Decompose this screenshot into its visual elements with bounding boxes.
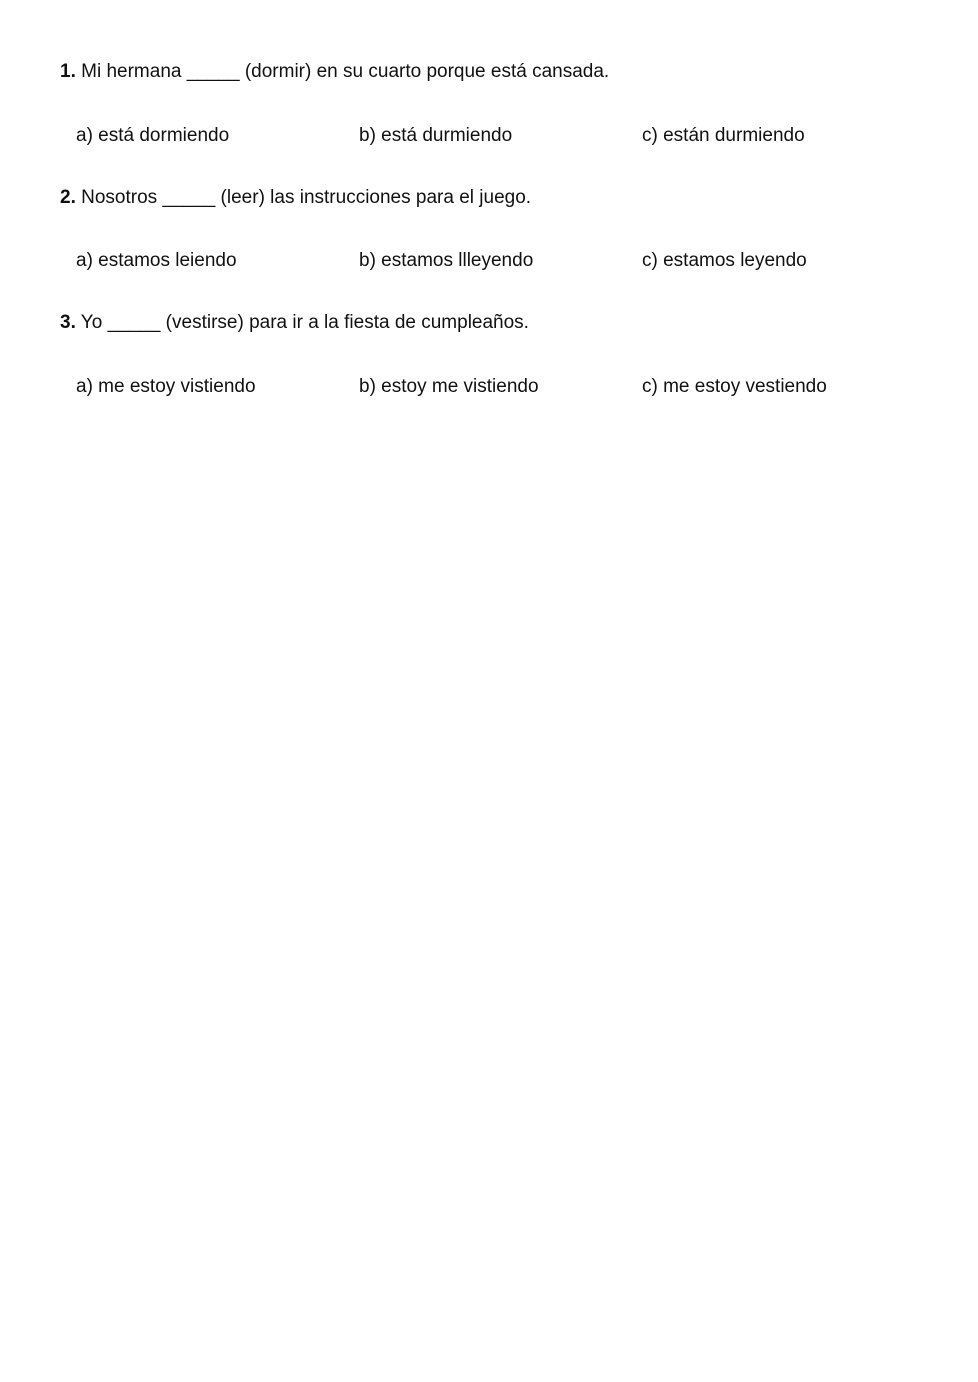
question-3 bbox=[60, 311, 529, 335]
question-number: 1. bbox=[60, 61, 76, 82]
option-b[interactable]: b) está durmiendo bbox=[359, 125, 513, 146]
option-c[interactable]: c) me estoy vestiendo bbox=[642, 376, 827, 397]
question-text: Nosotros _____ (leer) las instrucciones para el juego. bbox=[81, 187, 532, 208]
question-number: 2. bbox=[60, 187, 76, 208]
question-number: 3. bbox=[60, 312, 76, 333]
question-2-options bbox=[76, 249, 936, 273]
option-c[interactable]: c) estamos leyendo bbox=[642, 250, 807, 271]
question-text: Mi hermana _____ (dormir) en su cuarto porque está cansada. bbox=[81, 61, 610, 82]
option-c[interactable]: c) están durmiendo bbox=[642, 125, 805, 146]
question-2 bbox=[60, 186, 531, 210]
question-text: Yo _____ (vestirse) para ir a la fiesta de cumpleaños. bbox=[80, 312, 529, 333]
question-1-options bbox=[76, 124, 936, 148]
option-a[interactable]: a) está dormiendo bbox=[76, 125, 230, 146]
option-b[interactable]: b) estoy me vistiendo bbox=[359, 376, 539, 397]
option-b[interactable]: b) estamos llleyendo bbox=[359, 250, 534, 271]
option-a[interactable]: a) me estoy vistiendo bbox=[76, 376, 256, 397]
option-a[interactable]: a) estamos leiendo bbox=[76, 250, 237, 271]
question-1 bbox=[60, 60, 609, 84]
question-3-options bbox=[76, 375, 936, 399]
